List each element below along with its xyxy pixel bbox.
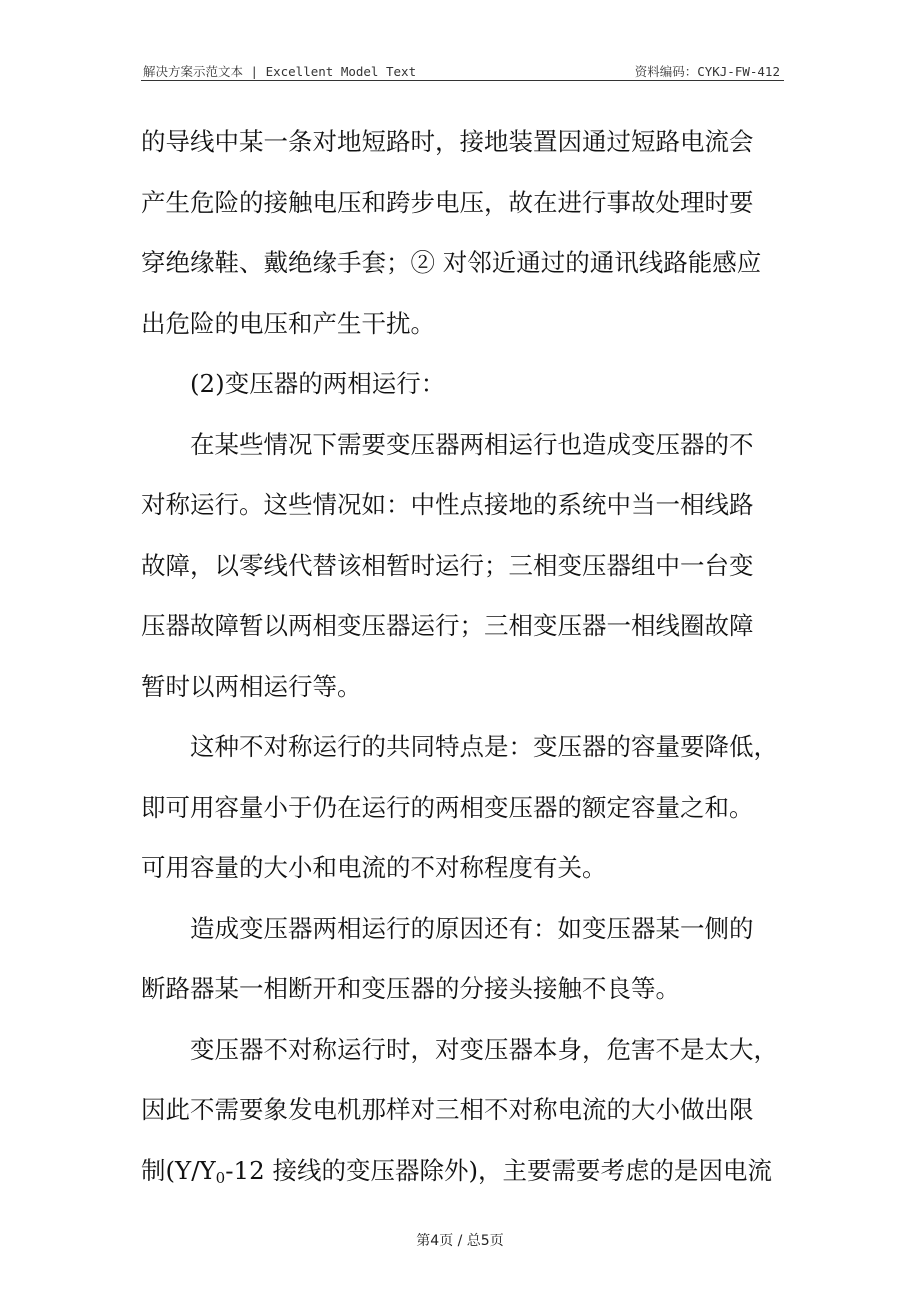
- text-fragment: 制(Y/Y: [141, 1155, 216, 1185]
- text-line: 穿绝缘鞋、戴绝缘手套；② 对邻近通过的通讯线路能感应: [141, 248, 762, 277]
- text-line-with-subscript: [141, 1141, 781, 1202]
- text-line: 产生危险的接触电压和跨步电压，故在进行事故处理时要: [141, 187, 754, 217]
- text-fragment: -12 接线的变压器除外)，主要需要考虑的是因电流: [225, 1155, 773, 1185]
- subscript-zero: 0: [215, 1168, 226, 1187]
- text-line: 断路器某一相断开和变压器的分接头接触不良等。: [141, 974, 680, 1003]
- text-line: 即可用容量小于仍在运行的两相变压器的额定容量之和。: [141, 792, 754, 822]
- paragraph-asymmetric-impact: [141, 1020, 781, 1202]
- page-footer: [0, 1230, 920, 1250]
- text-line: 出危险的电压和产生干扰。: [141, 308, 435, 338]
- page-number: 第4页 / 总5页: [416, 1233, 504, 1249]
- text-line: 因此不需要象发电机那样对三相不对称电流的大小做出限: [141, 1095, 754, 1124]
- section-heading-two-phase: [141, 354, 781, 415]
- text-line: 故障，以零线代替该相暂时运行；三相变压器组中一台变: [141, 550, 754, 580]
- text-line: 压器故障暂以两相变压器运行；三相变压器一相线圈故障: [141, 611, 754, 640]
- paragraph-common-feature: [141, 717, 781, 899]
- text-line: 可用容量的大小和电流的不对称程度有关。: [141, 853, 607, 882]
- paragraph-other-causes: [141, 899, 781, 1020]
- heading-text: (2)变压器的两相运行：: [190, 369, 446, 398]
- document-body: [141, 112, 781, 1201]
- header-title: 解决方案示范文本 | Excellent Model Text: [143, 64, 417, 79]
- paragraph-hazard-continuation: [141, 112, 781, 354]
- text-line: 造成变压器两相运行的原因还有：如变压器某一侧的: [190, 913, 754, 943]
- text-line: 变压器不对称运行时，对变压器本身，危害不是太大，: [190, 1034, 778, 1064]
- text-line: 这种不对称运行的共同特点是：变压器的容量要降低，: [190, 732, 778, 761]
- page-header: [141, 60, 784, 81]
- text-line: 在某些情况下需要变压器两相运行也造成变压器的不: [190, 429, 754, 459]
- text-line: 对称运行。这些情况如：中性点接地的系统中当一相线路: [141, 490, 754, 519]
- text-line: 暂时以两相运行等。: [141, 671, 362, 701]
- text-line: 的导线中某一条对地短路时，接地装置因通过短路电流会: [141, 127, 754, 156]
- document-code: 资料编码：CYKJ-FW-412: [634, 64, 780, 79]
- paragraph-two-phase-cases: [141, 415, 781, 718]
